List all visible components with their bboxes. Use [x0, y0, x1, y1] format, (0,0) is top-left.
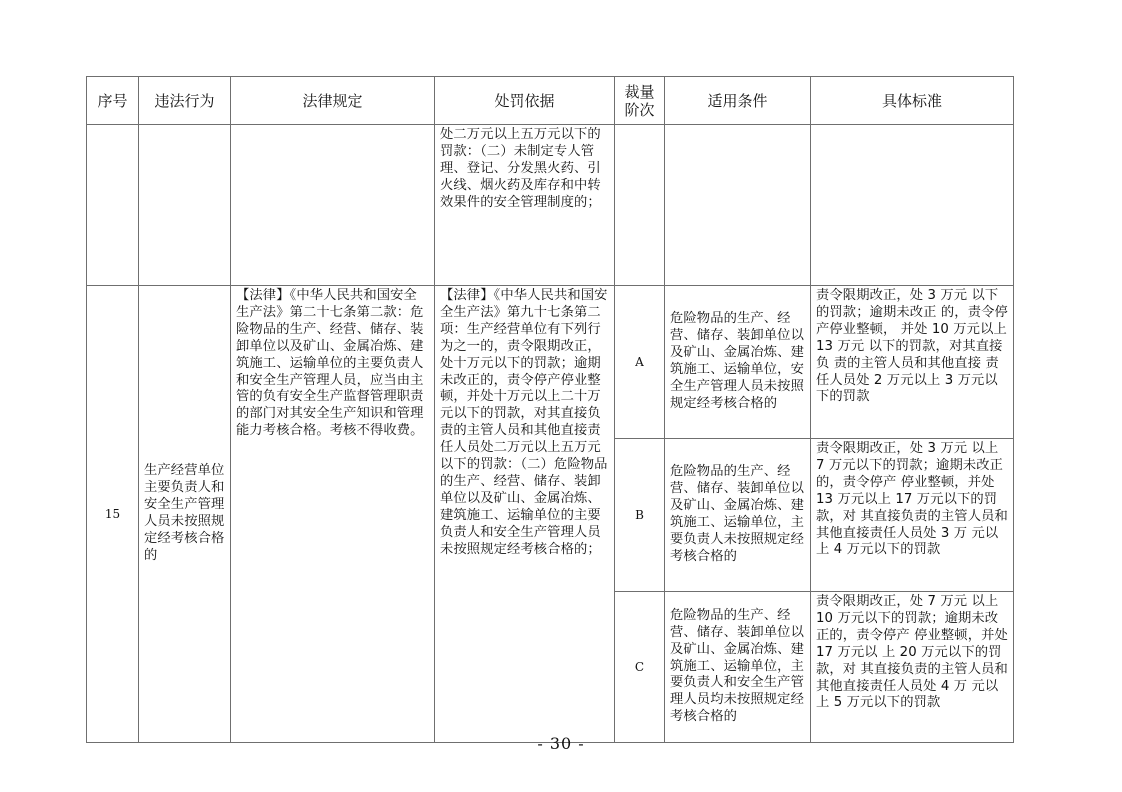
level-b-condition: 危险物品的生产、经营、储存、装卸单位以及矿山、金属冶炼、建筑施工、运输单位，主要负责人未按照规定经考核合格的 — [670, 464, 804, 564]
level-c-cell — [615, 592, 665, 743]
item-law-cell — [231, 286, 435, 743]
page-number: - 30 - — [537, 734, 585, 753]
item-law-text: 【法律】《中华人民共和国安全生产法》第二十七条第二款：危险物品的生产、经营、储存、装卸单位以及矿山、金属冶炼、建筑施工、运输单位的主要负责人和安全生产管理人员，应当由主管的负有安全生产监督管理职责的部门对其安全生产知识和管理能力考核合格。考核不得收费。 — [236, 288, 424, 439]
continuation-violation-cell — [139, 125, 231, 286]
continuation-row — [87, 125, 1014, 286]
continuation-level-cell — [615, 125, 665, 286]
level-b-standard: 责令限期改正，处 3 万元 以上 7 万元以下的罚款；逾期未改正的，责令停产 停业整顿，并处 13 万元以上 17 万元以下的罚款，对 其直接负责的主管人员和 其他直接责任人员处 3 万 元以上 4 万元以下的罚款 — [816, 441, 1008, 558]
level-c-label: C — [634, 660, 645, 674]
item-basis-cell — [435, 286, 615, 743]
level-a-label: A — [635, 355, 644, 369]
level-a-standard: 责令限期改正，处 3 万元 以下的罚款；逾期未改正 的，责令停产停业整顿， 并处 10 万元以上 13 万元 以下的罚款，对其直接负 责的主管人员和其他直接 责任人员处 2 万元以上 3 万元以下的罚款 — [816, 288, 1008, 405]
header-violation: 违法行为 — [139, 77, 231, 125]
level-a-condition: 危险物品的生产、经营、储存、装卸单位以及矿山、金属冶炼、建筑施工、运输单位，安全生产管理人员未按照规定经考核合格的 — [670, 311, 804, 411]
level-c-standard: 责令限期改正，处 7 万元 以上 10 万元以下的罚款；逾期未改正的，责令停产 停业整顿，并处 17 万元以 上 20 万元以下的罚款，对 其直接负责的主管人员和 其他直接责任人员处 4 万 元以上 5 万元以下的罚款 — [816, 594, 1008, 711]
continuation-basis-cell — [435, 125, 615, 286]
item-violation-cell — [139, 286, 231, 743]
level-b-cell — [615, 439, 665, 592]
continuation-no-cell — [87, 125, 139, 286]
level-a-standard-cell — [811, 286, 1014, 439]
header-basis: 处罚依据 — [435, 77, 615, 125]
level-b-label: B — [635, 508, 644, 522]
item-no-cell — [87, 286, 139, 743]
level-b-standard-cell — [811, 439, 1014, 592]
level-a-cell — [615, 286, 665, 439]
level-c-condition: 危险物品的生产、经营、储存、装卸单位以及矿山、金属冶炼、建筑施工、运输单位，主要负责人和安全生产管理人员均未按照规定经考核合格的 — [670, 607, 804, 725]
level-c-standard-cell — [811, 592, 1014, 743]
header-level: 裁量 阶次 — [615, 77, 665, 125]
continuation-standard-cell — [811, 125, 1014, 286]
header-standard: 具体标准 — [811, 77, 1014, 125]
level-c-condition-cell — [665, 592, 811, 743]
continuation-basis-text: 处二万元以上五万元以下的罚款：（二）未制定专人管理、登记、分发黑火药、引火线、烟火药及库存和中转效果件的安全管理制度的； — [440, 127, 601, 210]
level-a-condition-cell — [665, 286, 811, 439]
continuation-condition-cell — [665, 125, 811, 286]
header-no: 序号 — [87, 77, 139, 125]
penalty-standards-table — [86, 76, 1014, 743]
penalty-table-frame — [86, 76, 1014, 743]
continuation-law-cell — [231, 125, 435, 286]
item-basis-text: 【法律】《中华人民共和国安全生产法》第九十七条第二项：生产经营单位有下列行为之一的，责令限期改正，处十万元以下的罚款；逾期未改正的，责令停产停业整顿，并处十万元以上二十万元以下的罚款，对其直接负责的主管人员和其他直接责任人员处二万元以上五万元以下的罚款：（二）危险物品的生产、经营、储存、装卸单位以及矿山、金属冶炼、建筑施工、运输单位的主要负责人和安全生产管理人员未按照规定经考核合格的； — [440, 288, 608, 557]
item-violation-text: 生产经营单位主要负责人和安全生产管理人员未按照规定经考核合格的 — [144, 463, 225, 563]
item-no: 15 — [104, 507, 121, 521]
table-header-row — [87, 77, 1014, 125]
level-b-condition-cell — [665, 439, 811, 592]
header-condition: 适用条件 — [665, 77, 811, 125]
header-law: 法律规定 — [231, 77, 435, 125]
table-row-level-a — [87, 286, 1014, 439]
